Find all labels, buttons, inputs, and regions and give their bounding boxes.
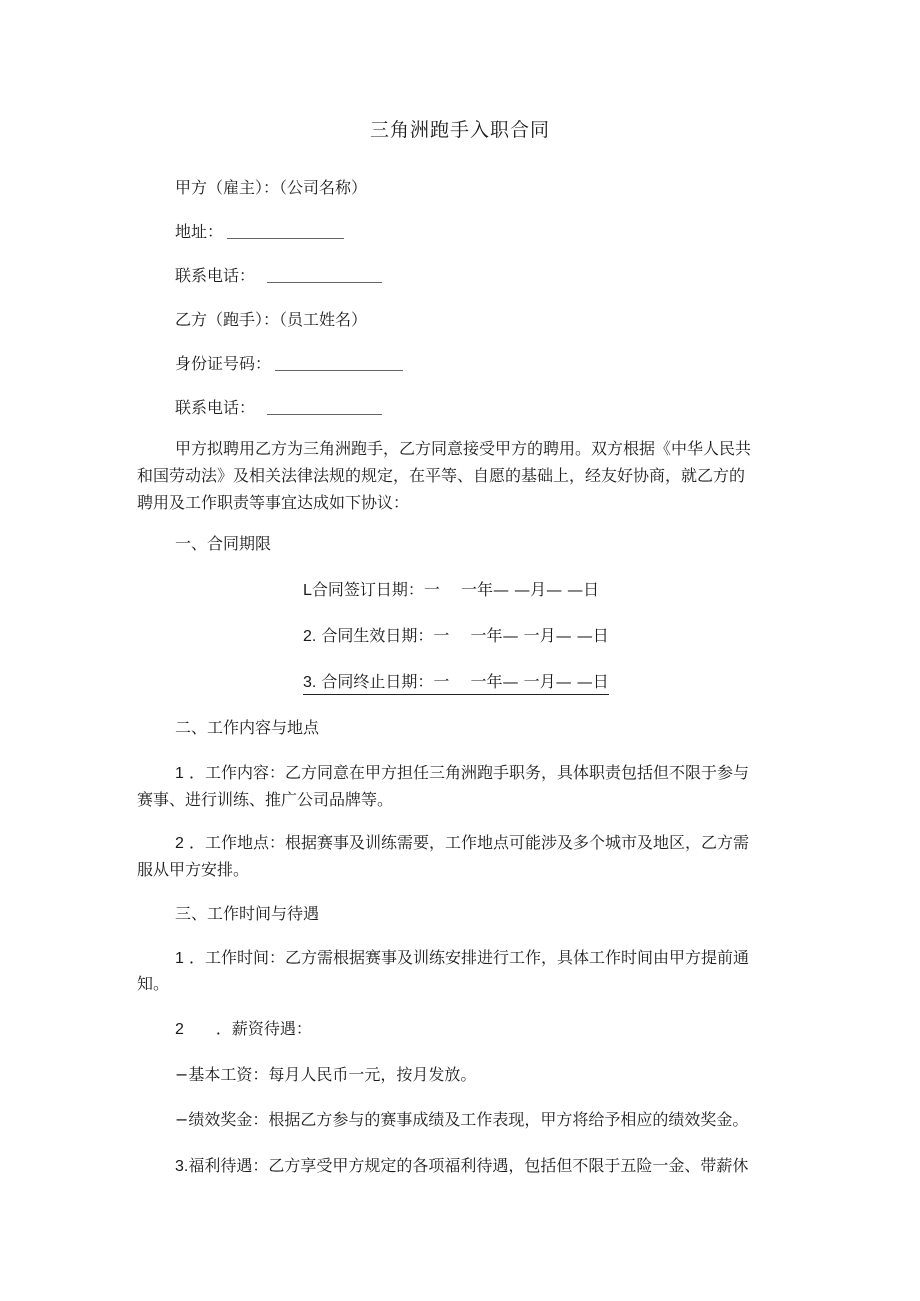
work-location-num: 2 — [175, 835, 184, 852]
base-pay: −基本工资：每月人民币一元，按月发放。 — [175, 1065, 477, 1084]
benefits-num: 3. — [175, 1158, 189, 1175]
party-a-phone-blank — [267, 281, 382, 283]
party-b-phone-label: 联系电话： — [175, 398, 256, 417]
party-b-label: 乙方（跑手）：（员工姓名） — [175, 310, 368, 329]
term-end-date — [303, 673, 609, 695]
intro-line-2: 和国劳动法》及相关法律法规的规定，在平等、自愿的基础上，经友好协商，就乙方的 — [137, 466, 746, 485]
work-content-line-2: 赛事、进行训练、推广公司品牌等。 — [137, 790, 394, 809]
work-location-line-1 — [175, 834, 749, 853]
intro-line-1: 甲方拟聘用乙方为三角洲跑手，乙方同意接受甲方的聘用。双方根据《中华人民共 — [175, 439, 752, 458]
section-1-heading: 一、合同期限 — [175, 534, 272, 553]
term-end-text: 合同终止日期：一 一年— 一月— —日 — [316, 672, 609, 691]
party-b-id-blank — [275, 369, 403, 371]
benefits-text: 福利待遇：乙方享受甲方规定的各项福利待遇，包括但不限于五险一金、带薪休 — [188, 1156, 749, 1175]
document-title: 三角洲跑手入职合同 — [369, 119, 550, 141]
term-signing-num: L — [303, 582, 312, 599]
party-a-label: 甲方（雇主）：（公司名称） — [175, 178, 368, 197]
party-b-id-label: 身份证号码： — [175, 354, 272, 373]
work-hours-line-1 — [175, 949, 749, 968]
term-effective-num: 2. — [303, 628, 317, 645]
work-hours-line-2: 知。 — [137, 974, 170, 993]
party-a-phone-row — [175, 267, 382, 285]
work-hours-text: ．工作时间：乙方需根据赛事及训练安排进行工作，具体工作时间由甲方提前通 — [189, 948, 750, 967]
work-location-text: ．工作地点：根据赛事及训练需要，工作地点可能涉及多个城市及地区，乙方需 — [189, 833, 750, 852]
section-3-heading: 三、工作时间与待遇 — [175, 904, 320, 923]
party-a-phone-label: 联系电话： — [175, 266, 256, 285]
term-signing-date — [303, 581, 599, 600]
work-location-line-2: 服从甲方安排。 — [137, 860, 250, 879]
benefits-line — [175, 1157, 748, 1176]
salary-text: ．薪资待遇： — [215, 1019, 312, 1038]
work-hours-num: 1 — [175, 950, 184, 967]
party-a-address-row — [175, 223, 344, 241]
intro-line-3: 聘用及工作职责等事宜达成如下协议： — [137, 493, 410, 512]
party-b-id-row — [175, 355, 403, 373]
performance-bonus: −绩效奖金：根据乙方参与的赛事成绩及工作表现，甲方将给予相应的绩效奖金。 — [175, 1110, 749, 1129]
section-2-heading: 二、工作内容与地点 — [175, 718, 320, 737]
work-content-text: ．工作内容：乙方同意在甲方担任三角洲跑手职务，具体职责包括但不限于参与 — [189, 763, 750, 782]
salary-heading — [175, 1020, 312, 1039]
party-a-address-label: 地址： — [175, 222, 224, 241]
work-content-num: 1 — [175, 765, 184, 782]
party-a-address-blank — [227, 237, 344, 239]
term-signing-text: 合同签订日期：一 一年— —月— —日 — [311, 580, 600, 599]
party-b-phone-blank — [267, 413, 382, 415]
salary-num: 2 — [175, 1021, 184, 1038]
party-b-phone-row — [175, 399, 382, 417]
term-effective-text: 合同生效日期：一 一年— 一月— —日 — [316, 626, 609, 645]
work-content-line-1 — [175, 764, 749, 783]
term-effective-date — [303, 627, 609, 646]
term-end-num: 3. — [303, 674, 317, 691]
